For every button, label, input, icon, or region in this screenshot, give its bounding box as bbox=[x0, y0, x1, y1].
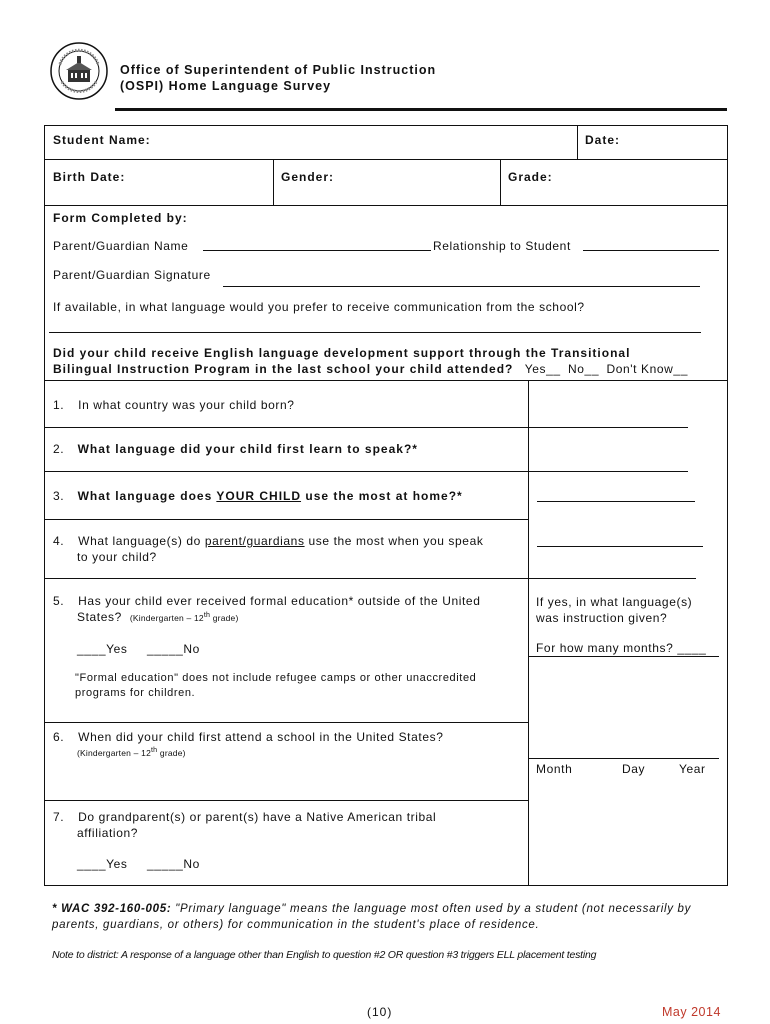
question-text: Has your child ever received formal education* outside of the United bbox=[78, 594, 481, 608]
question-text-emphasis: parent/guardians bbox=[204, 534, 305, 548]
divider bbox=[45, 722, 528, 723]
guardian-name-label: Parent/Guardian Name bbox=[53, 239, 189, 253]
q5-months-prompt: For how many months? ____ bbox=[536, 641, 707, 655]
signature-label: Parent/Guardian Signature bbox=[53, 268, 211, 282]
q3-answer-field[interactable] bbox=[537, 501, 695, 502]
q2-answer-field[interactable] bbox=[528, 471, 688, 472]
tbip-yes-option[interactable]: Yes__ bbox=[524, 362, 561, 376]
question-number: 1. bbox=[53, 398, 65, 412]
grade-range-sup: th bbox=[151, 746, 158, 754]
date-label: Date: bbox=[585, 133, 621, 147]
question-number: 4. bbox=[53, 534, 65, 548]
preferred-language-label: If available, in what language would you prefer to receive communication from the school? bbox=[53, 300, 585, 314]
question-text-post: use the most at home?* bbox=[301, 489, 463, 503]
divider bbox=[45, 800, 528, 801]
question-text-line2: States? bbox=[77, 610, 122, 624]
question-text-post: use the most when you speak bbox=[304, 534, 484, 548]
question-text: What language did your child first learn to speak?* bbox=[77, 442, 418, 456]
q4-answer-field-2[interactable] bbox=[528, 578, 696, 579]
question-7-line2: affiliation? bbox=[77, 826, 139, 840]
divider bbox=[500, 159, 501, 205]
q5-right-prompt bbox=[536, 594, 692, 626]
wac-label: * WAC 392-160-005: bbox=[52, 903, 172, 915]
divider bbox=[577, 126, 578, 159]
wac-text: "Primary language" means the language most often used by a student (not necessarily by parents, guardians, or others) for communication in the student's place of residence. bbox=[52, 903, 692, 931]
grade-range-text: (Kindergarten – 12 bbox=[129, 613, 204, 623]
question-5 bbox=[53, 594, 481, 608]
tbip-dont-know-option[interactable]: Don't Know__ bbox=[606, 362, 688, 376]
grade-range-end: grade) bbox=[157, 747, 186, 758]
survey-title: (OSPI) Home Language Survey bbox=[120, 79, 332, 93]
q4-answer-field-1[interactable] bbox=[537, 546, 703, 547]
student-name-label: Student Name: bbox=[53, 133, 151, 147]
question-3 bbox=[53, 489, 463, 503]
tbip-no-option[interactable]: No__ bbox=[568, 362, 600, 376]
divider bbox=[273, 159, 274, 205]
grade-range-text: (Kindergarten – 12 bbox=[77, 747, 152, 758]
preferred-language-field[interactable] bbox=[49, 332, 701, 333]
grade-range-note bbox=[77, 746, 186, 758]
q5-yes-option[interactable]: ____Yes bbox=[77, 642, 128, 656]
signature-field[interactable] bbox=[223, 286, 700, 287]
q6-month-label: Month bbox=[536, 762, 573, 776]
relationship-label: Relationship to Student bbox=[433, 239, 571, 253]
formal-education-note-line1: "Formal education" does not include refugee camps or other unaccredited bbox=[75, 672, 477, 684]
q7-yes-option[interactable]: ____Yes bbox=[77, 857, 128, 871]
relationship-field[interactable] bbox=[583, 250, 719, 251]
question-number: 6. bbox=[53, 730, 65, 744]
header-rule bbox=[115, 108, 727, 111]
tbip-question-line1: Did your child receive English language development support through the Transitional bbox=[53, 346, 631, 360]
formal-education-note bbox=[75, 671, 476, 701]
question-number: 7. bbox=[53, 810, 65, 824]
gender-label: Gender: bbox=[281, 170, 335, 184]
birth-date-label: Birth Date: bbox=[53, 170, 126, 184]
grade-range-end: grade) bbox=[210, 613, 239, 623]
q5-no-option[interactable]: _____No bbox=[147, 642, 200, 656]
question-2 bbox=[53, 442, 418, 456]
question-text: In what country was your child born? bbox=[78, 398, 295, 412]
tbip-question-line2 bbox=[53, 362, 688, 376]
q6-day-label: Day bbox=[622, 762, 646, 776]
ospi-seal-icon bbox=[50, 42, 108, 100]
q6-date-field[interactable] bbox=[528, 758, 719, 759]
q5-right-prompt-line1: If yes, in what language(s) bbox=[536, 595, 693, 609]
guardian-name-field[interactable] bbox=[203, 250, 431, 251]
question-6 bbox=[53, 730, 443, 744]
wac-footnote bbox=[52, 901, 732, 933]
question-number: 5. bbox=[53, 594, 65, 608]
header-title bbox=[120, 62, 436, 94]
q7-no-option[interactable]: _____No bbox=[147, 857, 200, 871]
question-text-pre: What language does bbox=[77, 489, 217, 503]
grade-range-sup: th bbox=[203, 611, 211, 620]
office-title: Office of Superintendent of Public Instruction bbox=[120, 63, 437, 77]
tbip-question-text: Bilingual Instruction Program in the last school your child attended? bbox=[53, 362, 514, 376]
questions-divider bbox=[528, 380, 529, 886]
q5-months-field[interactable] bbox=[528, 656, 719, 657]
formal-education-note-line2: programs for children. bbox=[75, 687, 196, 699]
district-note: Note to district: A response of a language other than English to question #2 OR question #3 triggers ELL placement testing bbox=[52, 949, 597, 961]
question-4 bbox=[53, 534, 483, 548]
divider bbox=[45, 519, 528, 520]
revision-date: May 2014 bbox=[662, 1005, 721, 1019]
completed-by-heading: Form Completed by: bbox=[53, 211, 188, 225]
survey-form bbox=[44, 125, 728, 886]
question-number: 3. bbox=[53, 489, 65, 503]
question-text-emphasis: YOUR CHILD bbox=[216, 489, 302, 503]
question-text-pre: What language(s) do bbox=[78, 534, 205, 548]
question-text: When did your child first attend a school in the United States? bbox=[78, 730, 444, 744]
q1-answer-field[interactable] bbox=[528, 427, 688, 428]
q6-year-label: Year bbox=[679, 762, 706, 776]
divider bbox=[45, 205, 727, 206]
page-number: (10) bbox=[367, 1005, 393, 1019]
question-4-line2: to your child? bbox=[77, 550, 157, 564]
question-text: Do grandparent(s) or parent(s) have a Native American tribal bbox=[78, 810, 437, 824]
grade-label: Grade: bbox=[508, 170, 553, 184]
grade-range-note bbox=[130, 613, 239, 623]
question-5-line2 bbox=[77, 610, 239, 624]
question-7 bbox=[53, 810, 436, 824]
divider bbox=[45, 380, 727, 381]
divider bbox=[45, 427, 528, 428]
q5-right-prompt-line2: was instruction given? bbox=[536, 611, 668, 625]
question-number: 2. bbox=[53, 442, 65, 456]
divider bbox=[45, 471, 528, 472]
divider bbox=[45, 578, 528, 579]
question-1 bbox=[53, 398, 295, 412]
divider bbox=[45, 159, 727, 160]
